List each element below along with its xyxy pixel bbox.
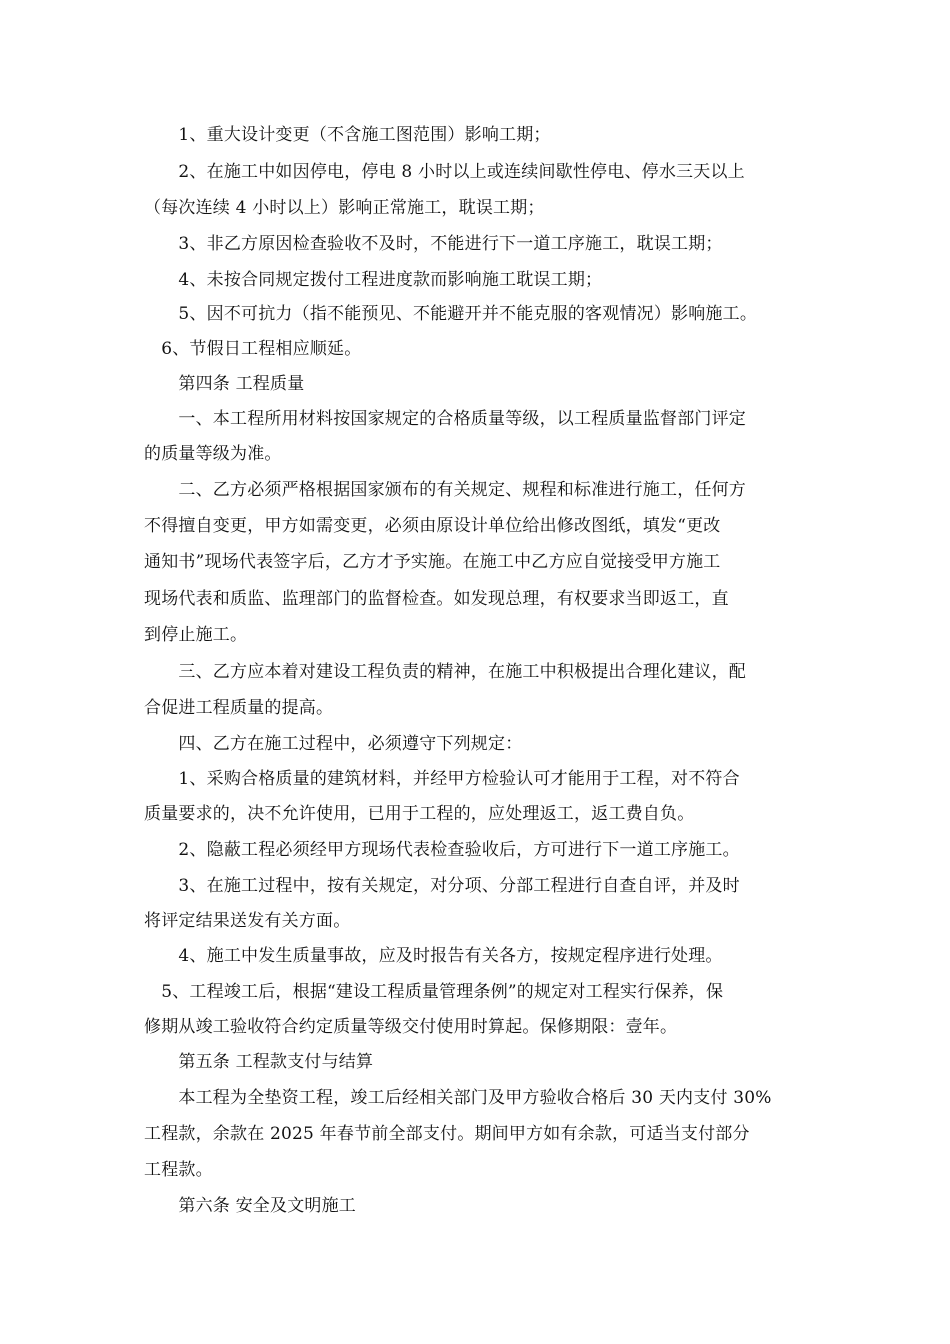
section-heading: 第六条 安全及文明施工: [144, 1196, 357, 1216]
section-heading: 第四条 工程质量: [144, 374, 305, 394]
clause-line: 1、采购合格质量的建筑材料，并经甲方检验认可才能用于工程，对不符合: [144, 769, 740, 789]
clause-line: 一、本工程所用材料按国家规定的合格质量等级，以工程质量监督部门评定: [144, 409, 746, 429]
clause-line: 5、工程竣工后，根据“建设工程质量管理条例”的规定对工程实行保养，保: [144, 982, 724, 1002]
clause-line: 工程款。: [144, 1160, 213, 1180]
clause-line: 不得擅自变更，甲方如需变更，必须由原设计单位给出修改图纸，填发“更改: [144, 516, 721, 536]
clause-line: 通知书”现场代表签字后，乙方才予实施。在施工中乙方应自觉接受甲方施工: [144, 552, 721, 572]
clause-line: 的质量等级为准。: [144, 444, 282, 464]
clause-line: 2、隐蔽工程必须经甲方现场代表检查验收后，方可进行下一道工序施工。: [144, 840, 740, 860]
clause-line: 二、乙方必须严格根据国家颁布的有关规定、规程和标准进行施工，任何方: [144, 480, 746, 500]
clause-line: 3、在施工过程中，按有关规定，对分项、分部工程进行自查自评，并及时: [144, 876, 740, 896]
clause-line: 本工程为全垫资工程，竣工后经相关部门及甲方验收合格后 30 天内支付 30%: [144, 1088, 772, 1108]
clause-line: 质量要求的，决不允许使用，已用于工程的，应处理返工，返工费自负。: [144, 804, 695, 824]
clause-line: （每次连续 4 小时以上）影响正常施工，耽误工期；: [144, 198, 545, 218]
clause-line: 1、重大设计变更（不含施工图范围）影响工期；: [144, 125, 551, 145]
clause-line: 4、未按合同规定拨付工程进度款而影响施工耽误工期；: [144, 270, 603, 290]
clause-line: 3、非乙方原因检查验收不及时，不能进行下一道工序施工，耽误工期；: [144, 234, 723, 254]
clause-line: 2、在施工中如因停电，停电 8 小时以上或连续间歇性停电、停水三天以上: [144, 162, 745, 182]
clause-line: 到停止施工。: [144, 625, 248, 645]
clause-line: 四、乙方在施工过程中，必须遵守下列规定：: [144, 734, 523, 754]
section-heading: 第五条 工程款支付与结算: [144, 1052, 374, 1072]
clause-line: 三、乙方应本着对建设工程负责的精神，在施工中积极提出合理化建议，配: [144, 662, 746, 682]
clause-line: 修期从竣工验收符合约定质量等级交付使用时算起。保修期限：壹年。: [144, 1017, 678, 1037]
clause-line: 6、节假日工程相应顺延。: [144, 339, 362, 359]
clause-line: 将评定结果送发有关方面。: [144, 911, 351, 931]
clause-line: 工程款，余款在 2025 年春节前全部支付。期间甲方如有余款，可适当支付部分: [144, 1124, 750, 1144]
clause-line: 5、因不可抗力（指不能预见、不能避开并不能克服的客观情况）影响施工。: [144, 304, 758, 324]
clause-line: 现场代表和质监、监理部门的监督检查。如发现总理，有权要求当即返工，直: [144, 589, 729, 609]
clause-line: 4、施工中发生质量事故，应及时报告有关各方，按规定程序进行处理。: [144, 946, 723, 966]
clause-line: 合促进工程质量的提高。: [144, 698, 334, 718]
